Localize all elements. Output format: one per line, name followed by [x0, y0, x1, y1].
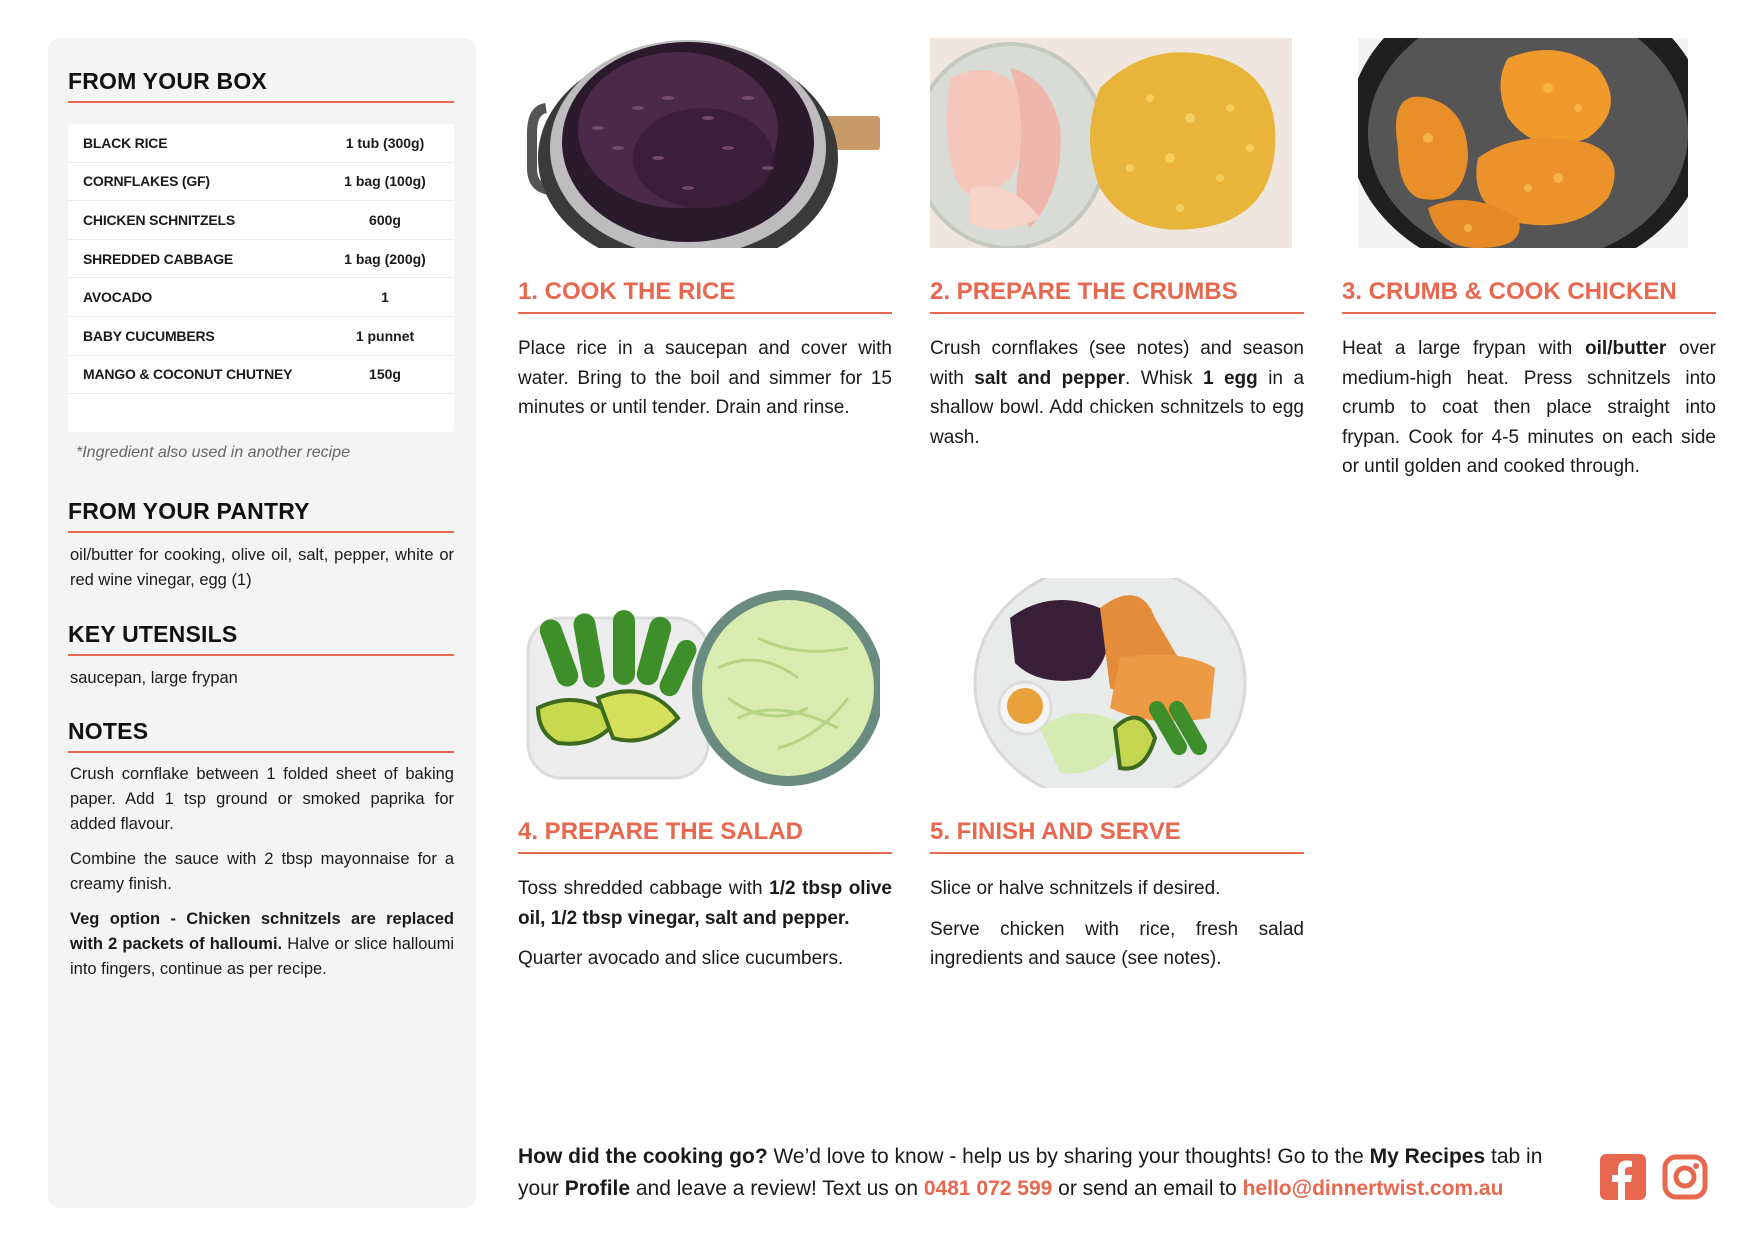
- step-3-text: Heat a large frypan with: [1342, 338, 1586, 359]
- phone-link[interactable]: 0481 072 599: [923, 1177, 1053, 1200]
- photo-finish-serve: [930, 578, 1292, 788]
- my-recipes-link[interactable]: My Recipes: [1369, 1145, 1486, 1168]
- step-2-text: . Whisk: [1125, 367, 1203, 389]
- from-your-box-heading: FROM YOUR BOX: [68, 68, 454, 103]
- step-1-body: Place rice in a saucepan and cover with water. Bring to the boil and simmer for 15 minutes or until tender. Drain and rinse.: [518, 338, 892, 418]
- footer-text: or send an email to: [1052, 1177, 1243, 1200]
- ingredients-sidebar: [48, 38, 476, 1208]
- pantry-heading: FROM YOUR PANTRY: [68, 498, 454, 533]
- step-5-title: 5. FINISH AND SERVE: [930, 818, 1304, 854]
- step-2-body: [930, 334, 1304, 452]
- step-5-body: [930, 874, 1304, 985]
- veg-option-rest: Halve or slice halloumi into fingers, continue as per recipe.: [70, 935, 454, 978]
- step-4-paragraph: [518, 874, 892, 933]
- step-2-bold: 1 egg: [1202, 367, 1258, 389]
- ingredient-qty: 1 bag (100g): [344, 173, 426, 190]
- facebook-icon[interactable]: [1600, 1154, 1646, 1205]
- ingredient-qty: 1 punnet: [355, 327, 415, 344]
- ingredient-footnote: *Ingredient also used in another recipe: [76, 444, 350, 461]
- photo-cook-chicken: [1358, 38, 1688, 248]
- feedback-question: How did the cooking go?: [518, 1145, 768, 1168]
- note-paragraph: [70, 907, 454, 982]
- notes-text: [70, 762, 454, 992]
- ingredient-row: [68, 124, 454, 163]
- ingredient-row: [68, 163, 454, 202]
- utensils-heading: KEY UTENSILS: [68, 621, 454, 656]
- profile-link[interactable]: Profile: [564, 1177, 631, 1200]
- ingredient-name: BABY CUCUMBERS: [83, 327, 215, 344]
- ingredient-qty: 600g: [369, 211, 401, 228]
- ingredient-name: CORNFLAKES (GF): [83, 173, 210, 190]
- ingredients-table: [68, 124, 454, 432]
- step-1-title: 1. COOK THE RICE: [518, 278, 892, 314]
- step-4-text: Toss shredded cabbage with: [518, 878, 770, 899]
- note-paragraph: Combine the sauce with 2 tbsp mayonnaise for a creamy finish.: [70, 850, 454, 893]
- photo-cook-rice: [518, 38, 880, 248]
- step-4-body: [518, 874, 892, 985]
- step-3-text: over medium-high heat. Press schnitzels into crumb to coat then place straight into frypan. Cook for 4-5 minutes on each side or until golden and cooked through.: [1342, 338, 1716, 477]
- utensils-text: saucepan, large frypan: [70, 669, 238, 687]
- feedback-footer: [518, 1141, 1578, 1205]
- step-5-paragraph: Serve chicken with rice, fresh salad ingredients and sauce (see notes).: [930, 918, 1304, 969]
- photo-prepare-salad: [518, 578, 880, 788]
- ingredient-row-empty: [68, 394, 454, 433]
- step-4-bold: 1/2 tbsp olive oil, 1/2 tbsp vinegar, salt and pepper.: [518, 878, 893, 929]
- ingredient-name: BLACK RICE: [83, 134, 168, 151]
- step-3-body: [1342, 334, 1716, 482]
- footer-text: tab in your: [518, 1145, 1543, 1200]
- ingredient-qty: 1: [381, 289, 389, 306]
- step-4-paragraph: Quarter avocado and slice cucumbers.: [518, 948, 844, 969]
- step-3-bold: oil/butter: [1585, 338, 1667, 359]
- ingredient-row: [68, 356, 454, 395]
- ingredient-row: [68, 317, 454, 356]
- ingredient-qty: 1 tub (300g): [345, 134, 425, 151]
- notes-heading: NOTES: [68, 718, 454, 753]
- ingredient-qty: 150g: [369, 366, 401, 383]
- email-link[interactable]: hello@dinnertwist.com.au: [1242, 1177, 1504, 1200]
- ingredient-row: [68, 278, 454, 317]
- ingredient-qty: 1 bag (200g): [344, 250, 426, 267]
- step-5-paragraph: Slice or halve schnitzels if desired.: [930, 878, 1221, 899]
- ingredient-name: SHREDDED CABBAGE: [83, 250, 234, 267]
- step-2-title: 2. PREPARE THE CRUMBS: [930, 278, 1304, 314]
- instagram-icon[interactable]: [1662, 1154, 1708, 1205]
- photo-prepare-crumbs: [930, 38, 1292, 248]
- ingredient-row: [68, 240, 454, 279]
- veg-option-bold: Veg option - Chicken schnitzels are replaced with 2 packets of halloumi.: [70, 910, 454, 953]
- footer-text: We’d love to know - help us by sharing your thoughts! Go to the: [767, 1145, 1370, 1168]
- step-3-title: 3. CRUMB & COOK CHICKEN: [1342, 278, 1716, 314]
- pantry-text: oil/butter for cooking, olive oil, salt, pepper, white or red wine vinegar, egg (1): [70, 546, 454, 589]
- ingredient-name: AVOCADO: [83, 289, 153, 306]
- step-2-text: in a shallow bowl. Add chicken schnitzels to egg wash.: [930, 367, 1305, 448]
- step-2-bold: salt and pepper: [974, 367, 1126, 389]
- step-4-title: 4. PREPARE THE SALAD: [518, 818, 892, 854]
- ingredient-name: CHICKEN SCHNITZELS: [83, 211, 235, 228]
- step-2-text: Crush cornflakes (see notes) and season with: [930, 338, 1304, 389]
- footer-text: and leave a review! Text us on: [630, 1177, 924, 1200]
- note-paragraph: Crush cornflake between 1 folded sheet of baking paper. Add 1 tsp ground or smoked paprika for added flavour.: [70, 765, 454, 833]
- ingredient-row: [68, 201, 454, 240]
- ingredient-name: MANGO & COCONUT CHUTNEY: [83, 366, 293, 383]
